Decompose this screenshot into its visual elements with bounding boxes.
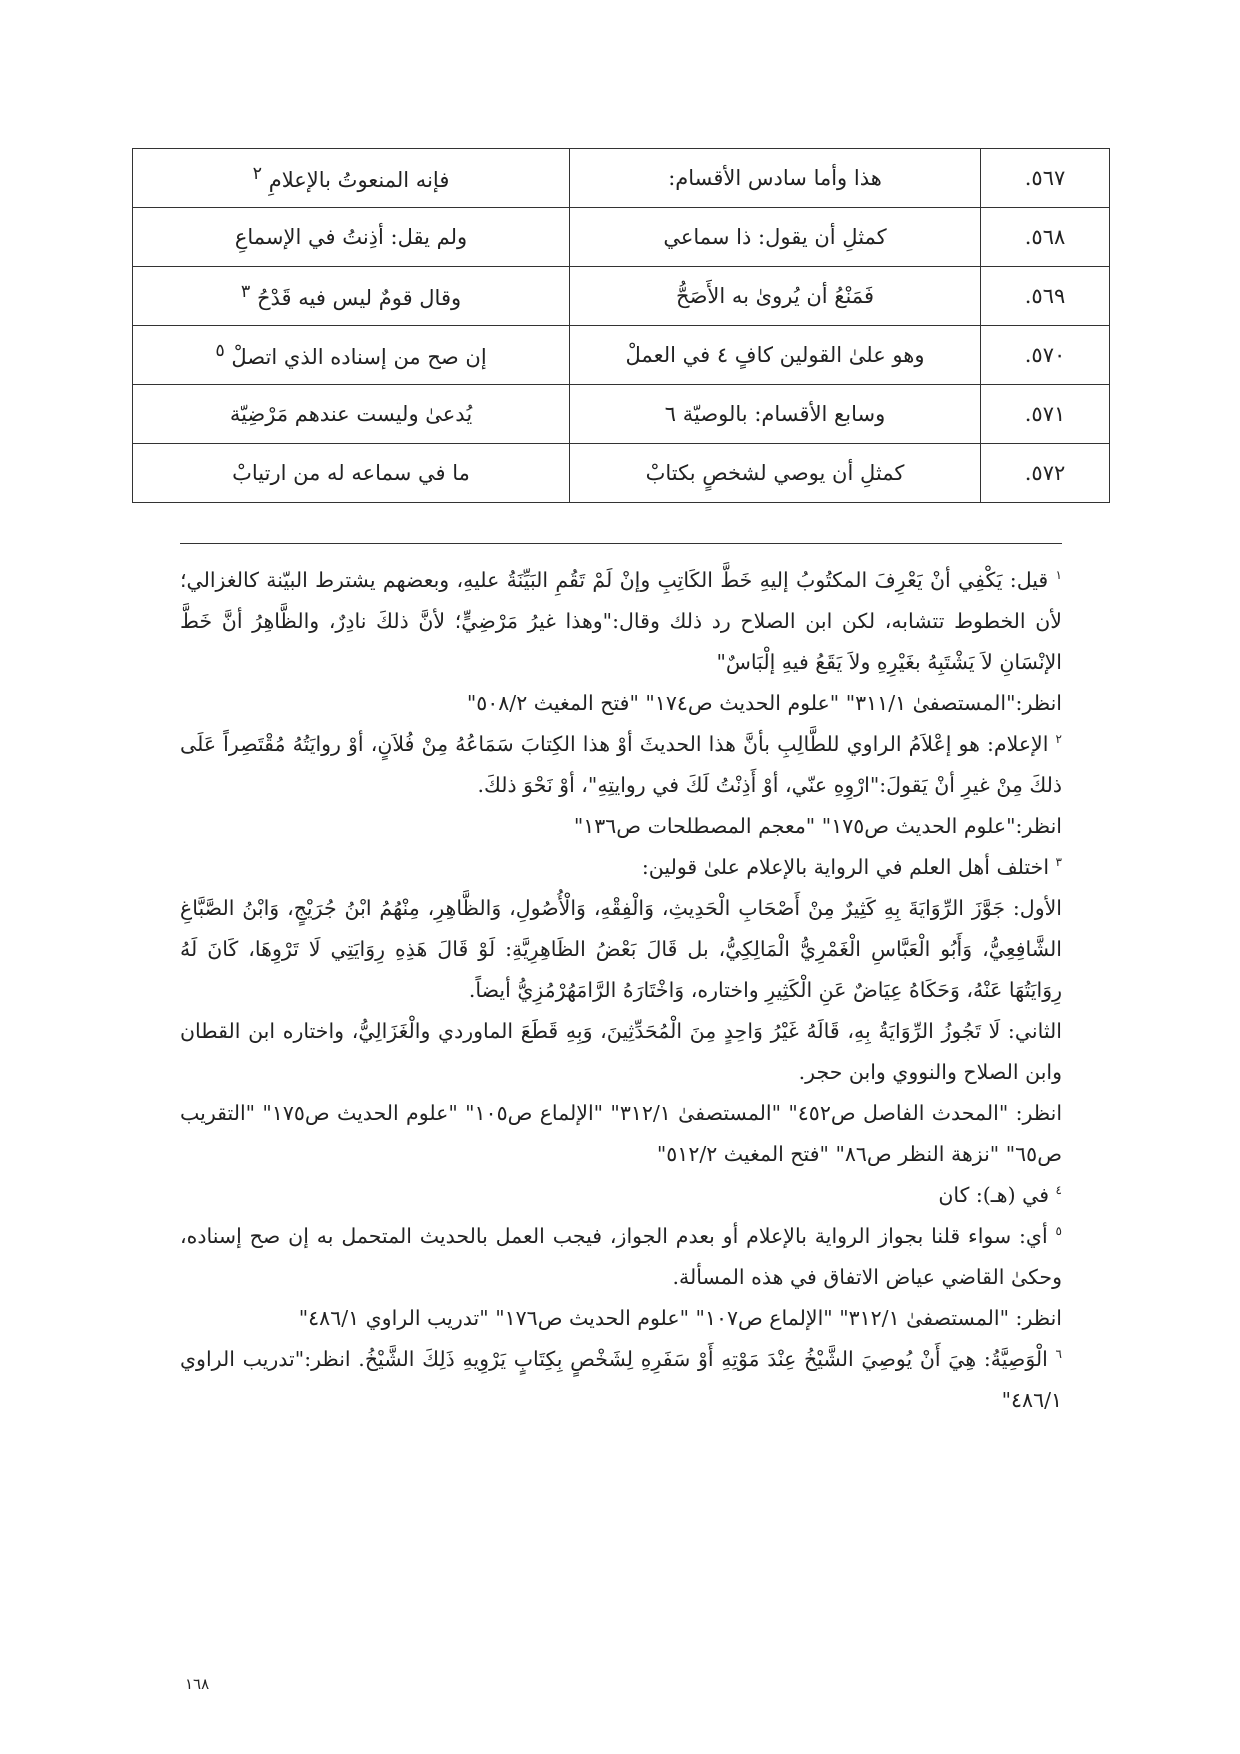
verse-first-half: وسابع الأقسام: بالوصيّة ٦: [570, 385, 981, 444]
footnote-3: [180, 847, 1062, 888]
verse-first-half: وهو علىٰ القولين كافٍ ٤ في العملْ: [570, 326, 981, 385]
verse-second-text: ولم يقل: أذِنتُ في الإسماعِ: [234, 225, 468, 249]
footnote-text: الإعلام: هو إعْلاَمُ الراوي للطَّالِبِ بأنَّ هذا الحديثَ أوْ هذا الكِتابَ سَمَاعُهُ مِنْ فُلاَنٍ، أوْ روايَتُهُ مُقْتَصِراً عَلَى ذلكَ مِنْ غيرِ أنْ يَقولَ:"ارْوِهِ عنّي، أوْ أَذِنْتُ لَكَ في روايتِهِ"، أوْ نَحْوَ ذلكَ.: [180, 732, 1062, 797]
footnote-text: أي: سواء قلنا بجواز الرواية بالإعلام أو بعدم الجواز، فيجب العمل بالحديث المتحمل به إن صح إسناده، وحكىٰ القاضي عياض الاتفاق في هذه المسألة.: [180, 1224, 1062, 1289]
footnote-ref: ٣: [240, 282, 251, 302]
footnote-separator: [180, 543, 1062, 544]
footnote-mark: ٣: [1055, 855, 1062, 870]
footnote-paragraph: الأول: جَوَّزَ الرِّوَايَةَ بِهِ كَثِيرٌ مِنْ أَصْحَابِ الْحَدِيثِ، وَالْفِقْهِ، وَالْأُصُولِ، وَالظَّاهِرِ، مِنْهُمُ ابْنُ جُرَيْجٍ، وَابْنُ الصَّبَّاغِ الشَّافِعِيُّ، وَأَبُو الْعَبَّاسِ الْغَمْرِيُّ الْمَالِكِيُّ، بل قَالَ بَعْضُ الظَاهِرِيَّةِ: لَوْ قَالَ هَذِهِ رِوَايَتِي لَا تَرْوِهَا، كَانَ لَهُ رِوَايَتُهَا عَنْهُ، وَحَكَاهُ عِيَاضٌ عَنِ الْكَثِيرِ واختاره، وَاخْتَارَهُ الرَّامَهُرْمُزِيُّ أيضاً.: [180, 896, 1062, 1002]
footnote-text: في (هـ): كان: [938, 1183, 1050, 1207]
verse-number: ٥٦٧.: [981, 149, 1110, 208]
footnote-reference: انظر:"علوم الحديث ص١٧٥" "معجم المصطلحات ص١٣٦": [573, 814, 1062, 838]
footnote-mark: ٦: [1055, 1347, 1062, 1362]
footnote-reference: انظر:"المستصفىٰ ٣١١/١" "علوم الحديث ص١٧٤" "فتح المغيث ٥٠٨/٢": [466, 691, 1062, 715]
verse-second-half: [133, 444, 570, 503]
footnote-mark: ٤: [1055, 1183, 1062, 1198]
footnote-1: [180, 560, 1062, 683]
footnote-mark: ٢: [1055, 732, 1062, 747]
verse-second-half: [133, 385, 570, 444]
verse-number: ٥٦٩.: [981, 267, 1110, 326]
footnote-4: [180, 1175, 1062, 1216]
table-row: [133, 208, 1110, 267]
verse-second-half: [133, 149, 570, 208]
verse-number: ٥٧٢.: [981, 444, 1110, 503]
verse-second-text: ما في سماعه له من ارتيابْ: [232, 461, 470, 485]
poem-table: [132, 148, 1110, 503]
verse-number: ٥٦٨.: [981, 208, 1110, 267]
footnote-reference: انظر: "المحدث الفاصل ص٤٥٢" "المستصفىٰ ٣١٢/١" "الإلماع ص١٠٥" "علوم الحديث ص١٧٥" "التقريب ص٦٥" "نزهة النظر ص٨٦" "فتح المغيث ٥١٢/٢": [180, 1101, 1063, 1166]
verse-number: ٥٧٠.: [981, 326, 1110, 385]
footnote-text: قيل: يَكْفِي أنْ يَعْرِفَ المكتُوبُ إليهِ خَطَّ الكَاتِبِ وإنْ لَمْ تَقُمِ البَيِّنَةُ عليهِ، وبعضهم يشترط البيّنة كالغزالي؛ لأن الخطوط تتشابه، لكن ابن الصلاح رد ذلك وقال:"وهذا غيرُ مَرْضِيٍّ؛ لأنَّ ذلكَ نادِرٌ، والظَّاهِرُ أنَّ خَطَّ الإنْسَانِ لاَ يَشْتَبِهُ بغَيْرِهِ ولاَ يَقَعُ فيهِ إلْبَاسٌ": [180, 568, 1062, 674]
footnote-mark: ١: [1055, 568, 1062, 583]
footnote-ref: ٢: [252, 164, 263, 184]
footnote-2: [180, 724, 1062, 806]
verse-second-text: إن صح من إسناده الذي اتصلْ: [231, 345, 487, 369]
verse-second-half: [133, 326, 570, 385]
verse-second-text: يُدعىٰ وليست عندهم مَرْضِيّة: [229, 402, 473, 426]
verse-number: ٥٧١.: [981, 385, 1110, 444]
footnote-mark: ٥: [1055, 1224, 1062, 1239]
verse-second-text: وقال قومٌ ليس فيه قَدْحُ: [256, 286, 462, 310]
footnote-5: [180, 1216, 1062, 1298]
table-row: [133, 149, 1110, 208]
table-row: [133, 385, 1110, 444]
verse-second-half: [133, 267, 570, 326]
footnotes: [180, 560, 1062, 1421]
table-row: [133, 326, 1110, 385]
page-number: ١٦٨: [185, 1675, 210, 1693]
verse-first-half: هذا وأما سادس الأقسام:: [570, 149, 981, 208]
verse-first-half: كمثلِ أن يقول: ذا سماعي: [570, 208, 981, 267]
footnote-reference: انظر: "المستصفىٰ ٣١٢/١" "الإلماع ص١٠٧" "علوم الحديث ص١٧٦" "تدريب الراوي ٤٨٦/١": [298, 1306, 1062, 1330]
verse-second-half: [133, 208, 570, 267]
footnote-ref: ٥: [215, 341, 225, 361]
verse-second-text: فإنه المنعوتُ بالإعلامِ: [268, 168, 450, 192]
footnote-text: اختلف أهل العلم في الرواية بالإعلام علىٰ قولين:: [641, 855, 1050, 879]
footnote-paragraph: الثاني: لَا تَجُوزُ الرِّوَايَةُ بِهِ، قَالَهُ غَيْرُ وَاحِدٍ مِنَ الْمُحَدِّثِينَ، وَبِهِ قَطَعَ الماوردي والْغَزَالِيُّ، واختاره ابن القطان وابن الصلاح والنووي وابن حجر.: [180, 1019, 1062, 1084]
verse-first-half: كمثلِ أن يوصي لشخصٍ بكتابْ: [570, 444, 981, 503]
table-row: [133, 444, 1110, 503]
table-row: [133, 267, 1110, 326]
verse-first-half: فَمَنْعُ أن يُروىٰ به الأَصَحُّ: [570, 267, 981, 326]
footnote-text: الْوَصِيَّةُ: هِيَ أَنْ يُوصِيَ الشَّيْخُ عِنْدَ مَوْتِهِ أَوْ سَفَرِهِ لِشَخْصٍ بِكِتَابٍ يَرْوِيهِ ذَلِكَ الشَّيْخُ. انظر:"تدريب الراوي ٤٨٦/١": [180, 1347, 1062, 1412]
footnote-6: [180, 1339, 1062, 1421]
